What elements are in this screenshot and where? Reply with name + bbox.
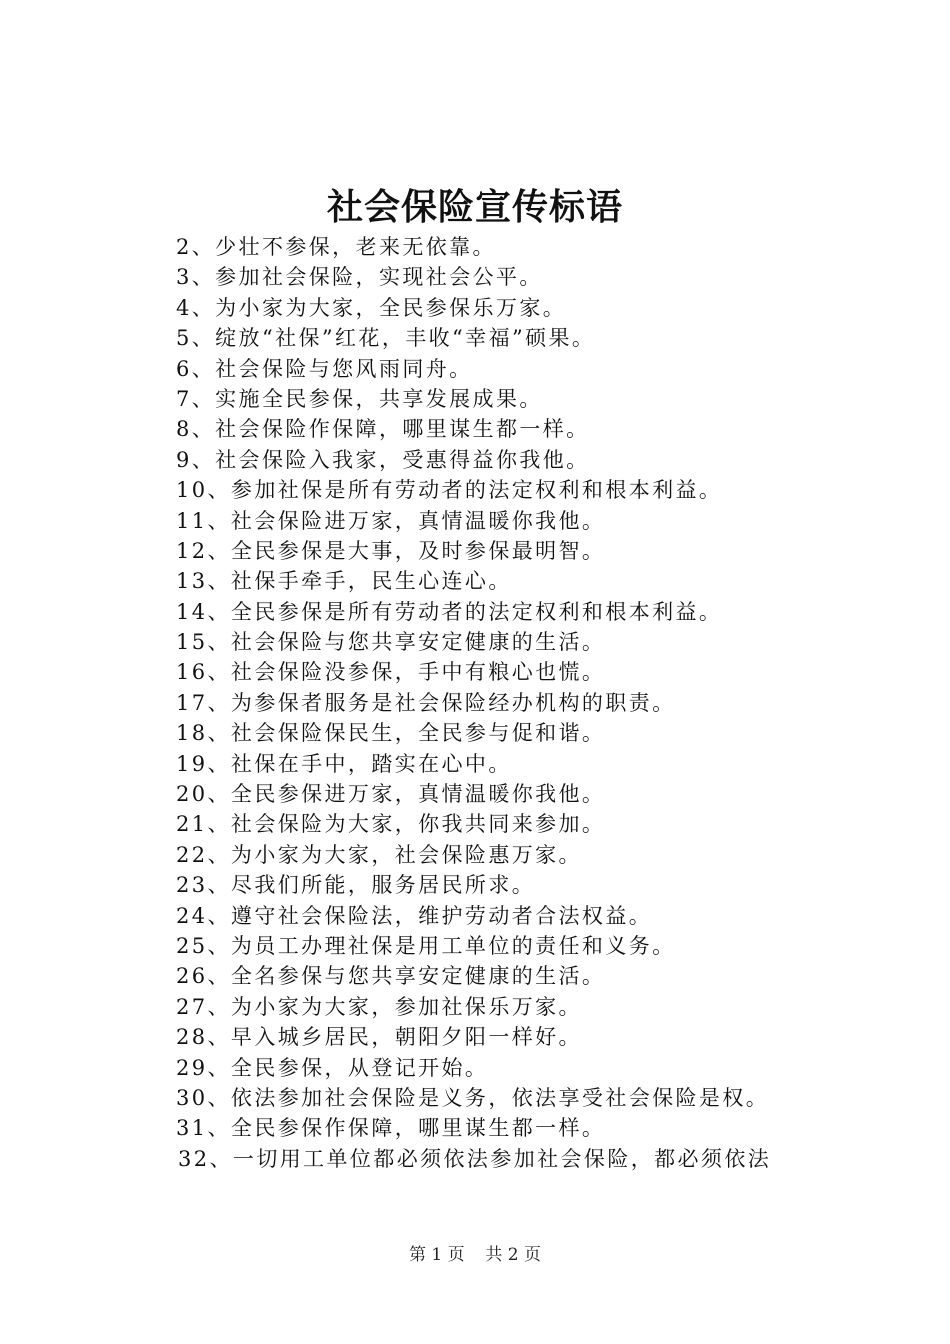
slogan-line: 22、为小家为大家，社会保险惠万家。 xyxy=(176,842,582,867)
slogan-line: 4、为小家为大家，全民参保乐万家。 xyxy=(176,295,567,320)
slogan-line: 17、为参保者服务是社会保险经办机构的职责。 xyxy=(176,690,676,715)
slogan-line: 21、社会保险为大家，你我共同来参加。 xyxy=(176,812,606,837)
page-footer xyxy=(0,1243,950,1267)
slogan-line: 11、社会保险进万家，真情温暖你我他。 xyxy=(176,508,606,533)
slogan-line: 27、为小家为大家，参加社保乐万家。 xyxy=(176,994,582,1019)
slogan-line: 25、为员工办理社保是用工单位的责任和义务。 xyxy=(176,933,676,958)
slogan-line: 2、少壮不参保，老来无依靠。 xyxy=(176,235,496,259)
slogan-line: 26、全名参保与您共享安定健康的生活。 xyxy=(176,964,606,989)
slogan-line: 31、全民参保作保障，哪里谋生都一样。 xyxy=(176,1116,606,1141)
slogan-list xyxy=(176,232,896,1174)
slogan-line: 23、尽我们所能，服务居民所求。 xyxy=(176,873,536,898)
slogan-line: 7、实施全民参保，共享发展成果。 xyxy=(176,386,543,411)
page-number: 第 1 页 xyxy=(408,1245,465,1265)
slogan-line: 8、社会保险作保障，哪里谋生都一样。 xyxy=(176,417,590,442)
slogan-line: 24、遵守社会保险法，维护劳动者合法权益。 xyxy=(176,903,653,928)
slogan-line: 30、依法参加社会保险是义务，依法享受社会保险是权。 xyxy=(176,1085,770,1110)
slogan-line: 20、全民参保进万家，真情温暖你我他。 xyxy=(176,782,606,807)
slogan-line: 10、参加社保是所有劳动者的法定权利和根本利益。 xyxy=(176,478,723,503)
slogan-line: 15、社会保险与您共享安定健康的生活。 xyxy=(176,630,606,655)
slogan-line: 19、社保在手中，踏实在心中。 xyxy=(176,751,512,776)
slogan-line: 3、参加社会保险，实现社会公平。 xyxy=(176,265,543,290)
slogan-line: 16、社会保险没参保，手中有粮心也慌。 xyxy=(176,660,606,685)
page-total: 共 2 页 xyxy=(485,1245,542,1265)
slogan-line: 9、社会保险入我家，受惠得益你我他。 xyxy=(176,447,590,472)
slogan-line: 32、一切用工单位都必须依法参加社会保险，都必须依法 xyxy=(178,1146,772,1171)
slogan-line: 6、社会保险与您风雨同舟。 xyxy=(176,356,473,381)
slogan-line: 28、早入城乡居民，朝阳夕阳一样好。 xyxy=(176,1025,582,1050)
slogan-line: 14、全民参保是所有劳动者的法定权利和根本利益。 xyxy=(176,599,723,624)
document-title: 社会保险宣传标语 xyxy=(326,187,623,228)
slogan-line: 29、全民参保，从登记开始。 xyxy=(176,1055,489,1080)
slogan-line: 12、全民参保是大事，及时参保最明智。 xyxy=(176,538,606,563)
slogan-line: 13、社保手牵手，民生心连心。 xyxy=(176,569,512,594)
slogan-line: 5、绽放“社保”红花，丰收“幸福”硕果。 xyxy=(176,326,596,351)
slogan-line: 18、社会保险保民生，全民参与促和谐。 xyxy=(176,721,606,746)
